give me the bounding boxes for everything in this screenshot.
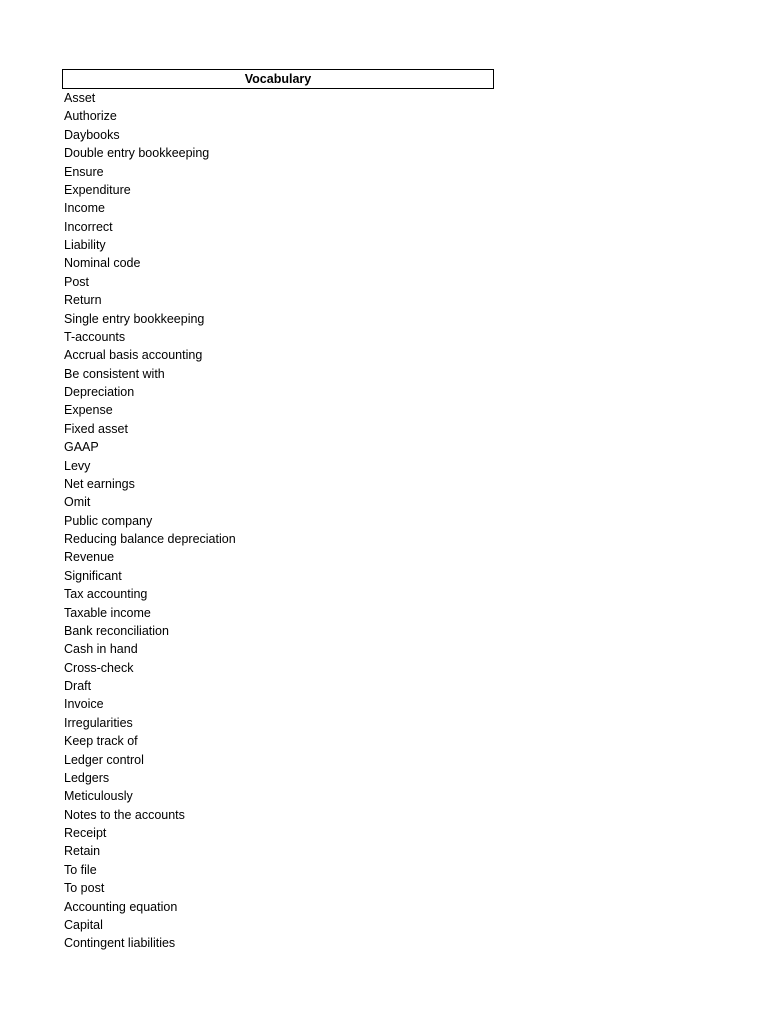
vocabulary-term: Accounting equation (64, 899, 178, 914)
vocabulary-header: Vocabulary (62, 69, 494, 89)
vocabulary-sheet (62, 69, 494, 953)
vocabulary-term: Draft (64, 679, 92, 693)
vocabulary-term: T-accounts (64, 329, 126, 344)
vocabulary-term: Cash in hand (64, 642, 138, 657)
vocabulary-term: Keep track of (64, 734, 138, 749)
vocabulary-term: Significant (64, 568, 122, 583)
vocabulary-term: GAAP (64, 440, 99, 455)
vocabulary-term: Bank reconciliation (64, 623, 169, 638)
vocabulary-term: Be consistent with (64, 366, 165, 381)
vocabulary-term: Asset (64, 91, 96, 105)
vocabulary-term: Depreciation (64, 385, 135, 399)
vocabulary-term: Capital (64, 917, 103, 932)
vocabulary-term: Liability (64, 238, 106, 252)
vocabulary-term: Public company (64, 513, 153, 528)
vocabulary-term: Tax accounting (64, 587, 148, 602)
vocabulary-term: Double entry bookkeeping (64, 146, 210, 161)
vocabulary-term-list (62, 89, 494, 953)
vocabulary-term: Invoice (64, 697, 104, 712)
vocabulary-term: Omit (64, 495, 91, 510)
vocabulary-term: To post (64, 881, 105, 896)
vocabulary-term: Daybooks (64, 127, 120, 142)
vocabulary-term: Post (64, 274, 90, 289)
vocabulary-term: Ledger control (64, 752, 144, 767)
vocabulary-term: Authorize (64, 109, 117, 124)
vocabulary-term: Reducing balance depreciation (64, 532, 236, 546)
vocabulary-term: Ledgers (64, 770, 110, 785)
vocabulary-term: Fixed asset (64, 421, 128, 436)
vocabulary-term: Taxable income (64, 605, 151, 620)
vocabulary-term: Return (64, 293, 102, 308)
vocabulary-term: To file (64, 862, 97, 877)
vocabulary-term: Levy (64, 458, 91, 473)
vocabulary-term: Income (64, 201, 105, 216)
vocabulary-term: Meticulously (64, 789, 133, 804)
vocabulary-term: Single entry bookkeeping (64, 311, 205, 326)
vocabulary-term: Net earnings (64, 476, 135, 491)
vocabulary-term: Receipt (64, 826, 107, 840)
vocabulary-term: Contingent liabilities (64, 936, 176, 951)
vocabulary-term: Cross-check (64, 660, 134, 675)
vocabulary-term: Expenditure (64, 182, 131, 197)
vocabulary-term: Nominal code (64, 256, 141, 271)
vocabulary-term: Accrual basis accounting (64, 348, 203, 363)
vocabulary-term: Revenue (64, 550, 115, 565)
vocabulary-term: Irregularities (64, 715, 133, 730)
vocabulary-term: Ensure (64, 164, 104, 179)
vocabulary-term: Notes to the accounts (64, 807, 185, 822)
vocabulary-term: Expense (64, 403, 113, 418)
vocabulary-term: Retain (64, 844, 101, 859)
vocabulary-term: Incorrect (64, 219, 113, 234)
